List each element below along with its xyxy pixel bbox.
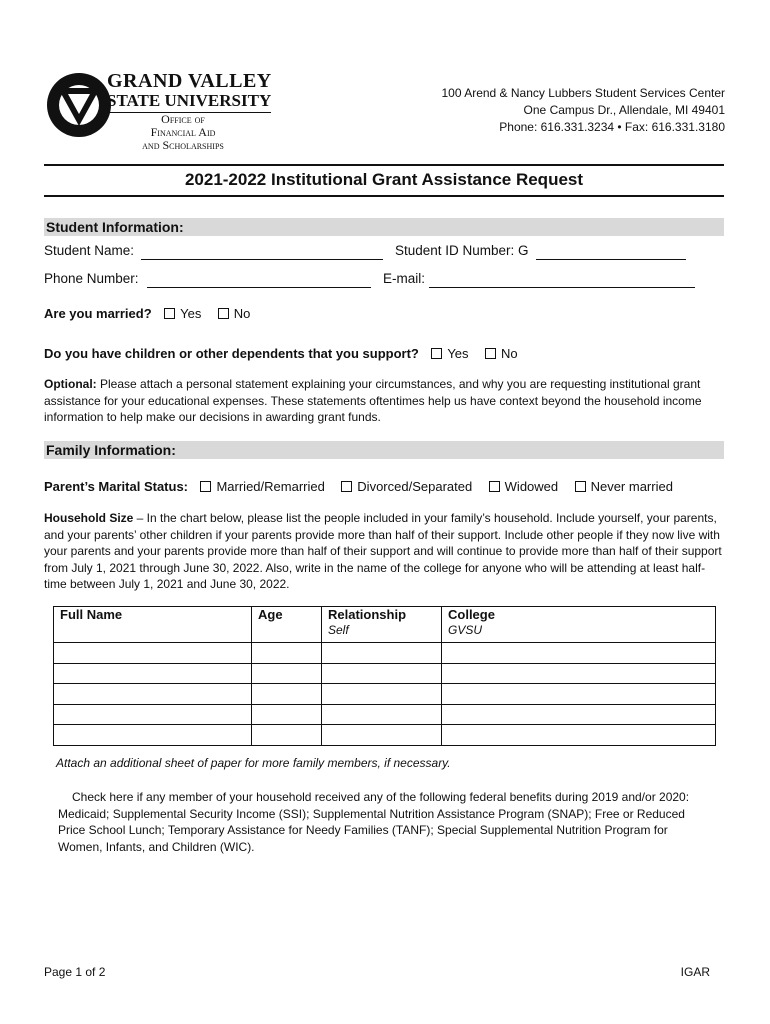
office-line: Financial Aid	[150, 125, 216, 139]
table-cell[interactable]	[252, 643, 322, 664]
checkbox[interactable]	[431, 348, 442, 359]
dependents-no-option[interactable]: No	[485, 346, 518, 361]
table-cell[interactable]	[54, 684, 252, 705]
student-id-field[interactable]	[536, 259, 686, 260]
table-cell[interactable]	[54, 623, 252, 643]
student-id-label: Student ID Number: G	[395, 243, 529, 258]
married-no-option[interactable]: No	[218, 306, 251, 321]
marital-status-row	[44, 478, 673, 496]
table-header-row	[54, 607, 716, 624]
table-cell[interactable]	[54, 643, 252, 664]
student-name-field[interactable]	[141, 259, 383, 260]
table-cell[interactable]	[442, 643, 716, 664]
table-cell[interactable]	[322, 643, 442, 664]
marital-option-married[interactable]: Married/Remarried	[200, 479, 324, 494]
checkbox[interactable]	[485, 348, 496, 359]
family-info-heading: Family Information:	[44, 441, 724, 459]
student-info-heading: Student Information:	[44, 218, 724, 236]
checkbox[interactable]	[218, 308, 229, 319]
title-bottom-rule	[44, 195, 724, 197]
table-row	[54, 704, 716, 725]
dependents-question: Do you have children or other dependents that you support?	[44, 346, 419, 361]
office-line: Office of	[161, 112, 205, 126]
table-row	[54, 663, 716, 684]
email-field[interactable]	[429, 287, 695, 288]
checkbox[interactable]	[575, 481, 586, 492]
household-table	[53, 606, 716, 746]
marital-option-never-married[interactable]: Never married	[575, 479, 673, 494]
table-cell[interactable]	[252, 663, 322, 684]
household-size-paragraph: Household Size – In the chart below, please list the people included in your family’s household. Include yourself, your parents, and your parents’ other children if your parents provide more than half of their support. Include other people if they now live with your parents and your parents provide more than half of their support and will continue to provide more than half of their support from July 1, 2021 through June 30, 2022. Also, write in the name of the college for anyone who will be attending at least half-time between July 1, 2021 and June 30, 2022.	[44, 511, 722, 591]
address-line: Phone: 616.331.3234 • Fax: 616.331.3180	[499, 120, 725, 134]
title-top-rule	[44, 164, 724, 166]
table-row	[54, 684, 716, 705]
page-number: Page 1 of 2	[44, 965, 106, 979]
table-row	[54, 725, 716, 746]
table-cell[interactable]	[322, 663, 442, 684]
phone-label: Phone Number:	[44, 271, 139, 286]
office-name	[118, 113, 248, 152]
table-cell: Self	[322, 623, 442, 643]
married-yes-option[interactable]: Yes	[164, 306, 201, 321]
checkbox[interactable]	[200, 481, 211, 492]
table-cell[interactable]	[322, 725, 442, 746]
married-question: Are you married?	[44, 306, 152, 321]
table-cell[interactable]	[442, 663, 716, 684]
column-header: College	[442, 607, 716, 624]
dependents-question-row	[44, 345, 518, 363]
gvsu-logo	[44, 70, 114, 140]
table-cell[interactable]	[54, 663, 252, 684]
phone-field[interactable]	[147, 287, 371, 288]
email-label: E-mail:	[383, 271, 426, 286]
table-cell[interactable]	[322, 684, 442, 705]
table-note: Attach an additional sheet of paper for more family members, if necessary.	[56, 756, 451, 770]
office-line: and Scholarships	[142, 138, 224, 152]
column-header: Relationship	[322, 607, 442, 624]
brand-name: GRAND VALLEY	[107, 70, 272, 92]
dependents-yes-option[interactable]: Yes	[431, 346, 468, 361]
table-cell[interactable]	[252, 623, 322, 643]
column-header: Age	[252, 607, 322, 624]
table-cell[interactable]	[252, 704, 322, 725]
address-line: 100 Arend & Nancy Lubbers Student Services Center	[441, 86, 725, 100]
office-address	[442, 85, 726, 136]
address-line: One Campus Dr., Allendale, MI 49401	[523, 103, 725, 117]
table-row	[54, 623, 716, 643]
optional-statement-paragraph: Optional: Please attach a personal statement explaining your circumstances, and why you are requesting institutional grant assistance for your educational expenses. These statements oftentimes help us have context beyond the household income information to help make our decisions in awarding grant funds.	[44, 377, 702, 424]
table-cell[interactable]	[252, 684, 322, 705]
marital-option-widowed[interactable]: Widowed	[489, 479, 558, 494]
brand-subname: STATE UNIVERSITY	[107, 91, 271, 113]
table-cell[interactable]	[54, 725, 252, 746]
table-cell[interactable]	[54, 704, 252, 725]
form-code: IGAR	[680, 965, 710, 979]
marital-status-label: Parent’s Marital Status:	[44, 479, 189, 494]
checkbox[interactable]	[164, 308, 175, 319]
table-cell[interactable]	[442, 704, 716, 725]
marital-option-divorced[interactable]: Divorced/Separated	[341, 479, 472, 494]
table-cell[interactable]	[442, 684, 716, 705]
table-cell: GVSU	[442, 623, 716, 643]
table-row	[54, 643, 716, 664]
table-cell[interactable]	[442, 725, 716, 746]
married-question-row	[44, 305, 250, 323]
table-cell[interactable]	[322, 704, 442, 725]
checkbox[interactable]	[341, 481, 352, 492]
column-header: Full Name	[54, 607, 252, 624]
student-name-label: Student Name:	[44, 243, 135, 258]
table-cell[interactable]	[252, 725, 322, 746]
federal-benefits-paragraph: Check here if any member of your household received any of the following federal benefits during 2019 and/or 2020: Medicaid; Supplemental Security Income (SSI); Supplemental Nutrition Assistance Program (SNAP); Free or Reduced Price School Lunch; Temporary Assistance for Needy Families (TANF); Special Supplemental Nutrition Program for Women, Infants, and Children (WIC).	[58, 790, 690, 854]
checkbox[interactable]	[489, 481, 500, 492]
form-title: 2021-2022 Institutional Grant Assistance Request	[184, 170, 584, 189]
